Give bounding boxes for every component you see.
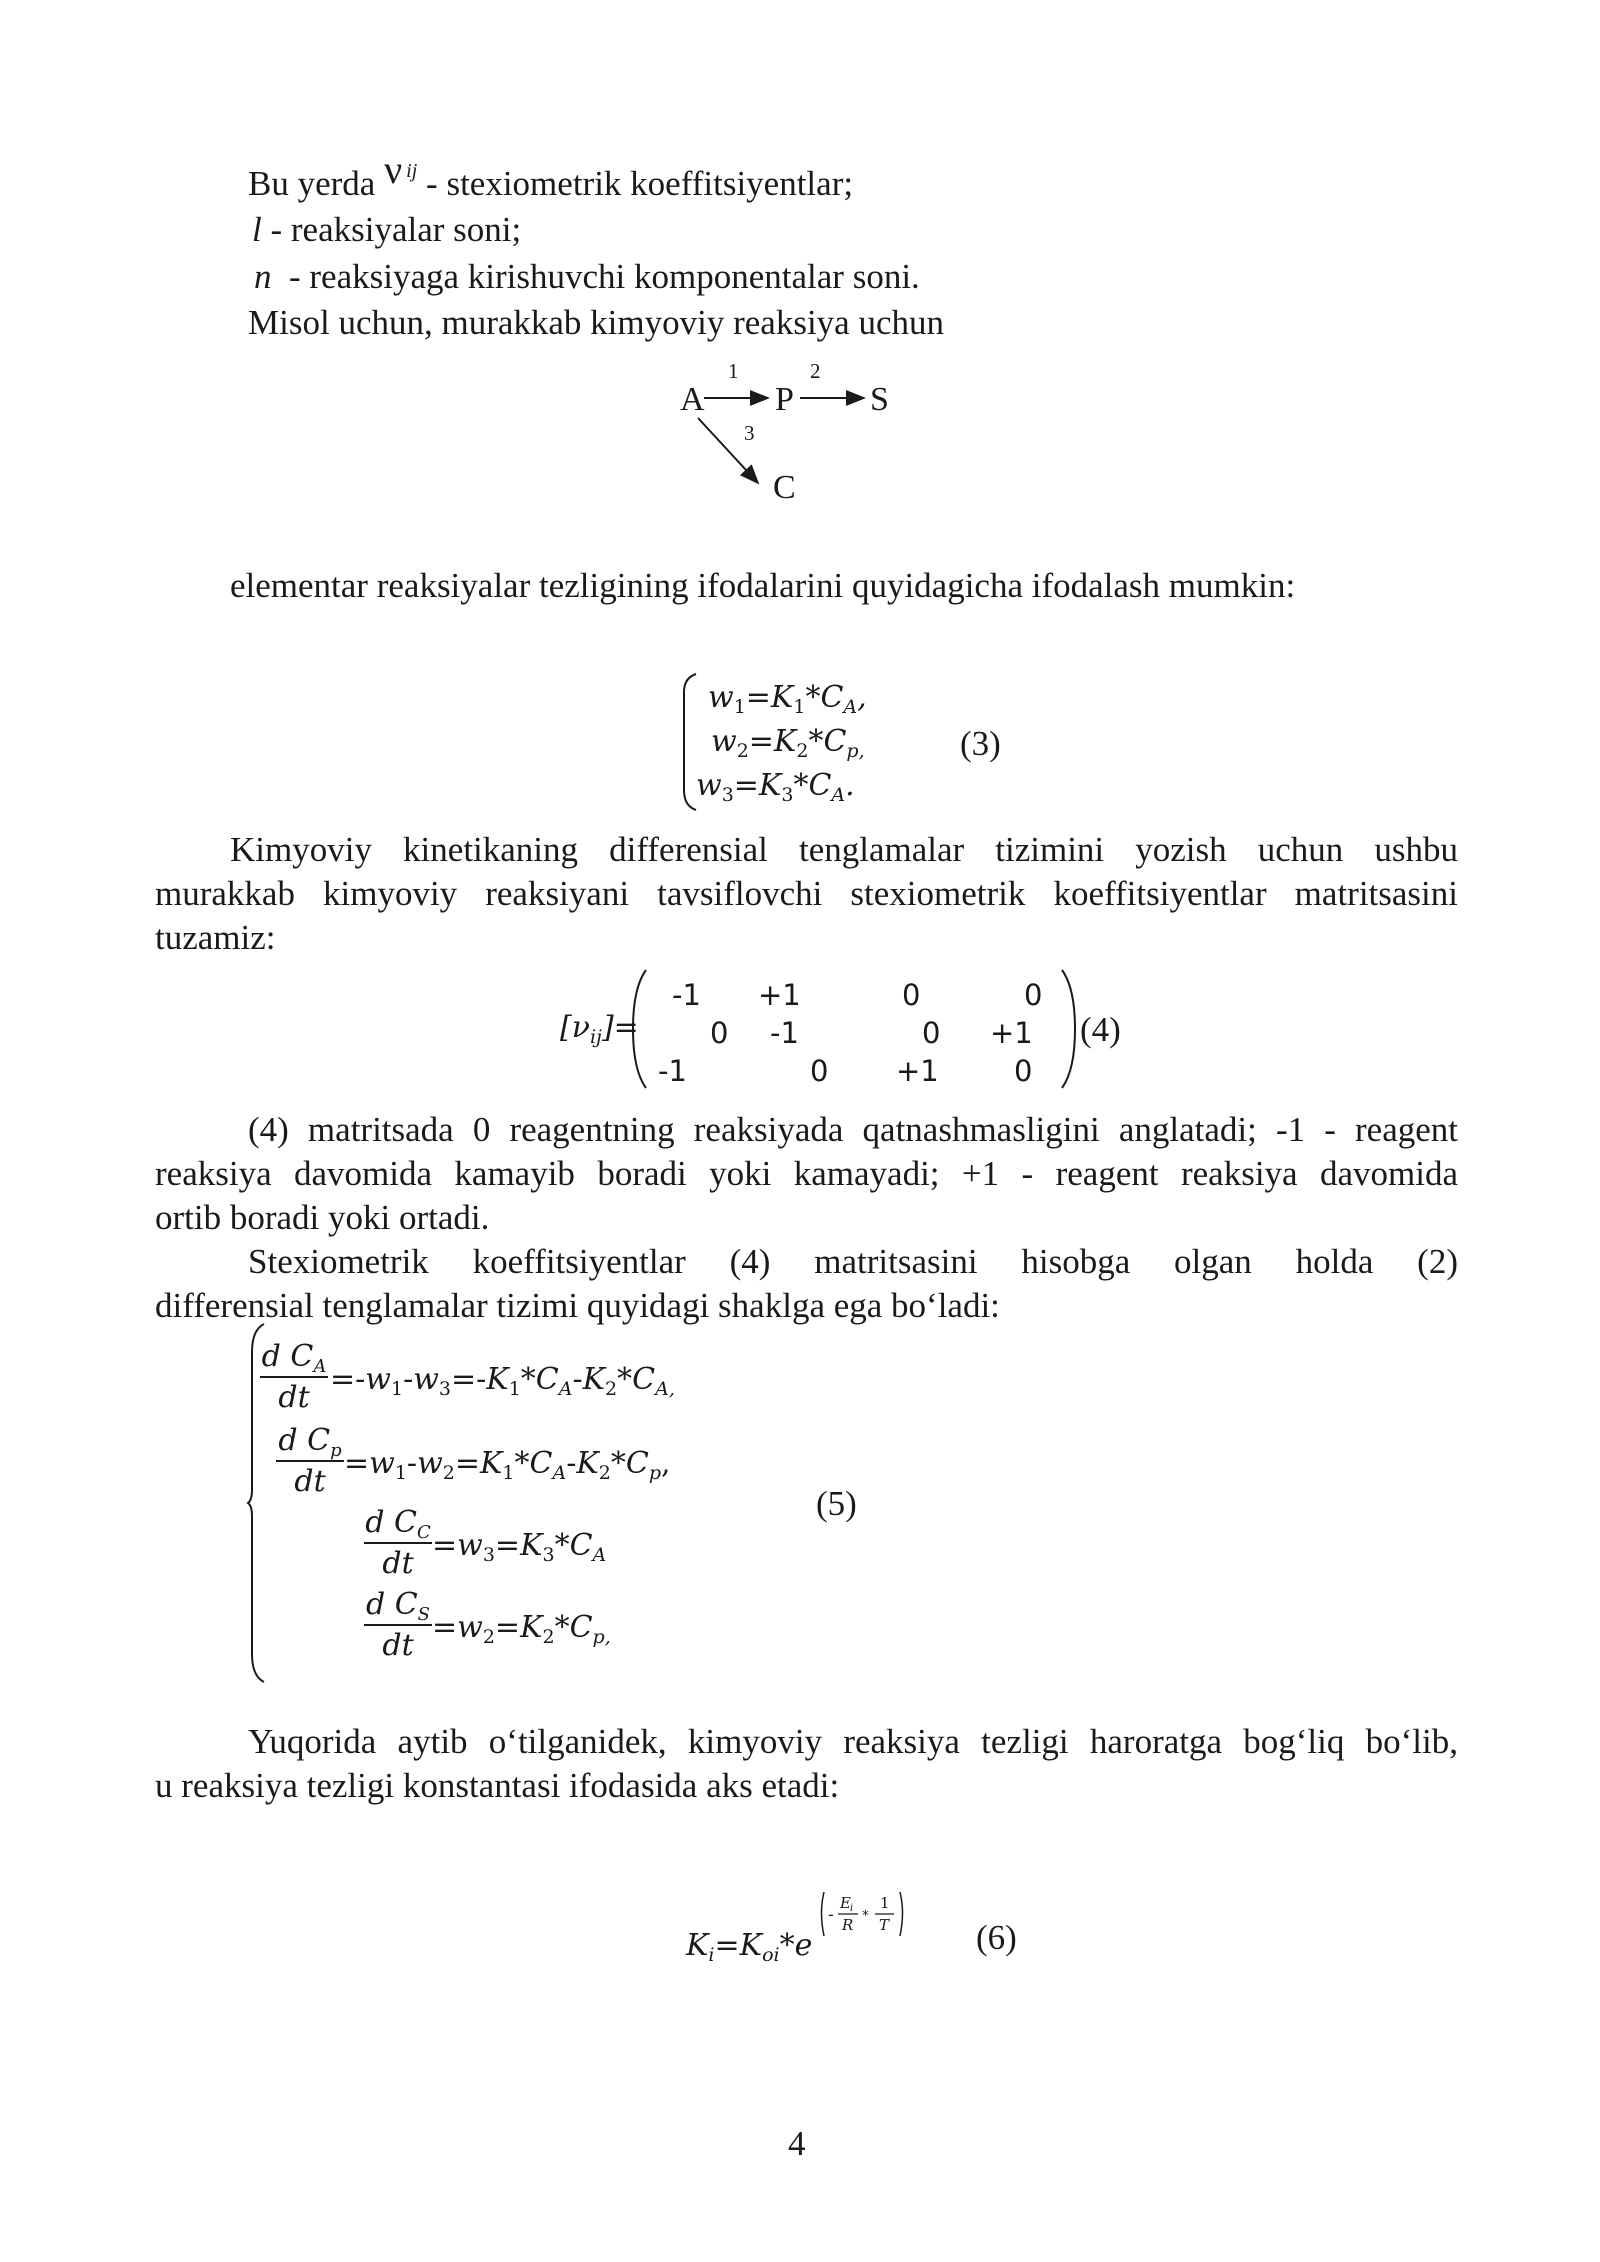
species-c-label: C xyxy=(773,469,796,506)
l-symbol: l xyxy=(252,210,262,249)
eq6-exp-e-sub: i xyxy=(850,1903,854,1914)
eq3-w: w xyxy=(708,680,734,715)
eq5-rhs-a: $=-w_1-w_3=-K_1*C_A-K_2*C_{A,}$ xyxy=(330,1362,675,1400)
nu-symbol: ν xyxy=(384,147,403,192)
eq3-c: C xyxy=(823,724,847,759)
eq3-line-2: $w_2=K_2*C_{p,}$ xyxy=(711,724,865,762)
eq3-w-sub: 2 xyxy=(736,740,749,762)
eq5-rhs-s: $=w_2=K_2*C_{p,}$ xyxy=(432,1610,611,1648)
eq5-frac-c-sub: C xyxy=(416,1522,431,1543)
l-description: - reaksiyalar soni; xyxy=(270,210,522,249)
eq5-frac-s-den: dt xyxy=(382,1628,414,1663)
eq3-k-sub: 1 xyxy=(793,696,806,718)
matrix-cell-r2c3: 0 xyxy=(922,1016,941,1050)
nu-subscript: ij xyxy=(406,160,418,182)
eq5-frac-p-den: dt xyxy=(294,1464,326,1499)
matrix-cell-r2c1: 0 xyxy=(710,1016,729,1050)
eq5-frac-a xyxy=(260,1338,328,1416)
eq5-rhs-p: $=w_1-w_2=K_1*C_A-K_2*C_p$, xyxy=(344,1446,671,1484)
eq3-w: w xyxy=(711,724,737,759)
para-kinetika-line-2: murakkab kimyoviy reaksiyani tavsiflovchi stexiometrik koeffitsiyentlar matritsasini xyxy=(155,874,1458,913)
reaction-1-number: 1 xyxy=(728,359,739,383)
eq6-k-sub: i xyxy=(708,1944,715,1966)
eq4-number: (4) xyxy=(1080,1010,1121,1049)
eq3-w-sub: 3 xyxy=(721,784,734,806)
eq5-frac-c-num: d C xyxy=(365,1505,417,1540)
def-n-line xyxy=(254,255,920,299)
bu-yerda-text: Bu yerda xyxy=(248,164,376,203)
species-s-label: S xyxy=(870,381,889,418)
para-stex-line-1: Stexiometrik koeffitsiyentlar (4) matritsasini hisobga olgan holda (2) xyxy=(248,1242,1458,1281)
eq3-end: , xyxy=(857,680,867,715)
svg-text:*: * xyxy=(862,1908,869,1924)
eq3-c-sub: A xyxy=(843,696,858,718)
reaction-scheme-diagram xyxy=(660,355,920,525)
eq5-frac-p-num: d C xyxy=(278,1423,331,1458)
eq3-k: K xyxy=(773,724,797,759)
page-number: 4 xyxy=(788,2124,806,2163)
eq5-frac-s-num: d C xyxy=(365,1587,418,1622)
eq6-exponent xyxy=(818,1890,908,1942)
eq3-w: w xyxy=(696,768,722,803)
eq3-w-sub: 1 xyxy=(733,696,746,718)
eq3-number: (3) xyxy=(960,724,1001,763)
eq5-frac-a-sub: A xyxy=(313,1356,327,1377)
eq5-number: (5) xyxy=(816,1484,857,1523)
nu-description: - stexiometrik koeffitsiyentlar; xyxy=(426,164,854,203)
eq4-nu-sub: ij xyxy=(589,1026,602,1048)
reaction-3-number: 3 xyxy=(744,421,755,445)
eq6-number: (6) xyxy=(976,1918,1017,1957)
eq6-k0-sub: oi xyxy=(762,1944,780,1966)
eq5-frac-c-den: dt xyxy=(382,1546,414,1581)
eq5-frac-p xyxy=(276,1422,344,1500)
matrix-left-paren xyxy=(630,968,650,1090)
eq5-frac-s xyxy=(364,1586,432,1664)
eq3-c-sub: A xyxy=(831,784,846,806)
eq5-frac-p-sub: p xyxy=(330,1440,342,1461)
species-a-label: A xyxy=(680,381,705,418)
matrix-cell-r1c4: 0 xyxy=(1024,978,1043,1012)
eq3-k-sub: 2 xyxy=(796,740,809,762)
eq5-frac-c xyxy=(364,1504,432,1582)
eq3-line-1: $w_1=K_1*C_A$, xyxy=(708,680,867,718)
eq3-k-sub: 3 xyxy=(781,784,794,806)
eq6-exp-r: R xyxy=(842,1916,854,1934)
eq3-c-sub: p, xyxy=(846,740,865,762)
eq6-exp-one: 1 xyxy=(880,1894,890,1912)
eq6-exp-e: E xyxy=(840,1894,851,1912)
para-yuqorida-line-1: Yuqorida aytib o‘tilganidek, kimyoviy reaksiya tezligi haroratga bog‘liq bo‘lib, xyxy=(248,1722,1458,1761)
matrix-cell-r3c1: -1 xyxy=(658,1054,687,1088)
eq3-c: C xyxy=(808,768,832,803)
matrix-cell-r3c2: 0 xyxy=(810,1054,829,1088)
eq3-k: K xyxy=(758,768,782,803)
para-matritsa-line-3: ortib boradi yoki ortadi. xyxy=(155,1198,490,1237)
eq5-frac-s-sub: S xyxy=(417,1604,431,1625)
eq6-k0: K xyxy=(739,1928,763,1963)
eq6-e: e xyxy=(794,1928,813,1963)
eq5-rhs-c: $=w_3=K_3*C_A$ xyxy=(432,1528,607,1566)
def-l-line xyxy=(252,208,521,252)
misol-line: Misol uchun, murakkab kimyoviy reaksiya uchun xyxy=(248,303,944,342)
matrix-cell-r3c3: +1 xyxy=(896,1054,939,1088)
svg-text:-: - xyxy=(828,1905,834,1924)
eq6-main: $K_i=K_{oi}*e$ xyxy=(686,1928,813,1966)
matrix-cell-r1c2: +1 xyxy=(758,978,801,1012)
elementar-line: elementar reaksiyalar tezligining ifodalarini quyidagicha ifodalash mumkin: xyxy=(230,566,1296,605)
matrix-cell-r1c3: 0 xyxy=(902,978,921,1012)
matrix-cell-r2c4: +1 xyxy=(990,1016,1033,1050)
n-description: - reaksiyaga kirishuvchi komponentalar soni. xyxy=(289,257,920,296)
para-matritsa-line-1: (4) matritsada 0 reagentning reaksiyada qatnashmasligini anglatadi; -1 - reagent xyxy=(248,1110,1458,1149)
eq3-k: K xyxy=(770,680,794,715)
matrix-cell-r3c4: 0 xyxy=(1014,1054,1033,1088)
para-kinetika-line-3: tuzamiz: xyxy=(155,918,276,957)
matrix-cell-r1c1: -1 xyxy=(672,978,701,1012)
matrix-right-paren xyxy=(1058,968,1078,1090)
reaction-2-number: 2 xyxy=(810,359,821,383)
para-stex-line-2: differensial tenglamalar tizimi quyidagi shaklga ega bo‘ladi: xyxy=(155,1286,1000,1325)
eq6-k: K xyxy=(686,1928,709,1963)
eq3-line-3: $w_3=K_3*C_A$. xyxy=(696,768,855,806)
matrix-cell-r2c2: -1 xyxy=(770,1016,799,1050)
eq5-frac-a-den: dt xyxy=(278,1380,310,1415)
para-yuqorida-line-2: u reaksiya tezligi konstantasi ifodasida aks etadi: xyxy=(155,1766,840,1805)
para-matritsa-line-2: reaksiya davomida kamayib boradi yoki kamayadi; +1 - reagent reaksiya davomida xyxy=(155,1154,1458,1193)
eq5-frac-a-num: d C xyxy=(261,1339,314,1374)
eq4-nu: ν xyxy=(571,1010,590,1045)
def-nu-line xyxy=(248,147,854,211)
eq3-end: . xyxy=(845,768,855,803)
eq3-c: C xyxy=(820,680,844,715)
para-kinetika-line-1: Kimyoviy kinetikaning differensial tenglamalar tizimini yozish uchun ushbu xyxy=(230,830,1458,869)
eq4-lhs: $[\nu_{ij}]=$ xyxy=(560,1010,639,1048)
eq6-exp-t: T xyxy=(879,1916,890,1934)
n-symbol: n xyxy=(254,257,272,296)
species-p-label: P xyxy=(775,381,794,418)
